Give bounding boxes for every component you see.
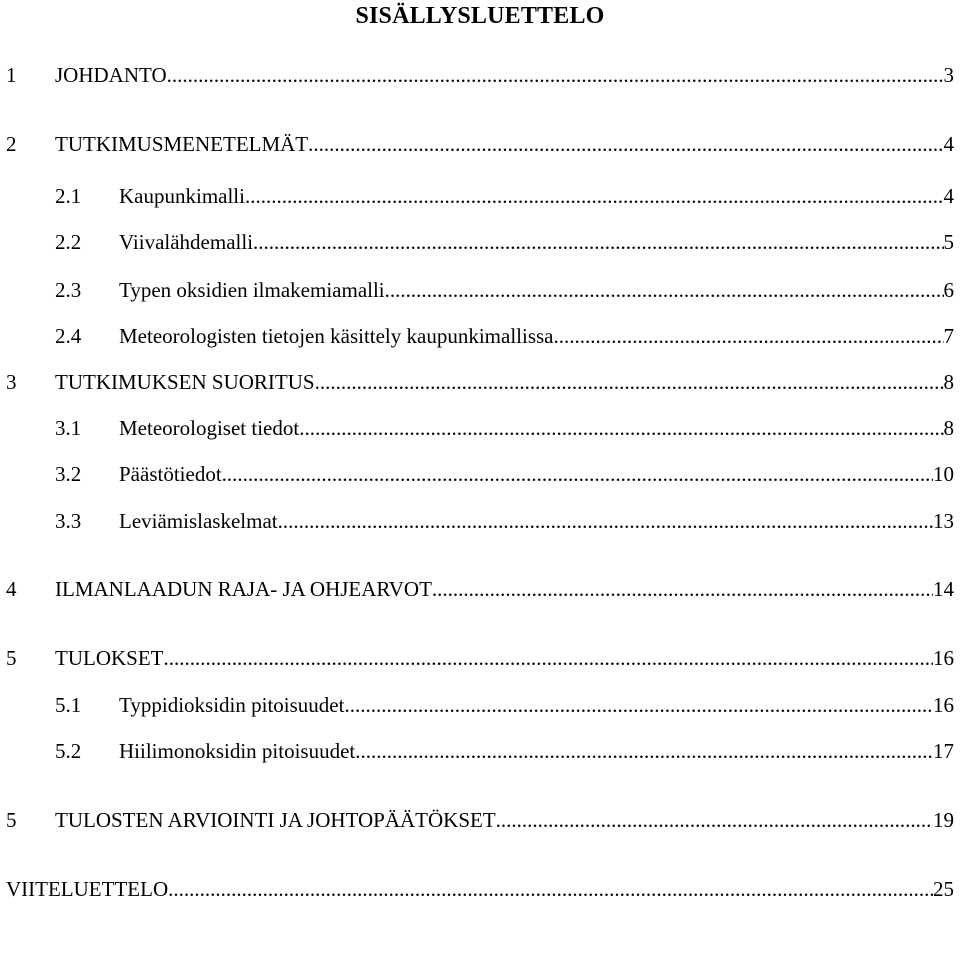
toc-entry-page: 4 [943,132,954,156]
toc-entry [0,413,960,443]
toc-entry-page: 7 [943,324,954,348]
toc-entry-number: 2.2 [55,230,82,254]
toc-entry-number: 2.1 [55,184,82,208]
dot-leader [245,181,944,211]
dot-leader [344,690,933,720]
toc-entry [0,227,960,257]
dot-leader [164,643,934,673]
toc-entry-page: 8 [943,370,954,394]
toc-entry-page: 17 [933,739,954,763]
toc-entry-page: 6 [943,278,954,302]
toc-entry-label: TULOSTEN ARVIOINTI JA JOHTOPÄÄTÖKSET [55,808,496,832]
toc-entry-page: 25 [933,877,954,901]
toc-entry-number: 2.3 [55,278,82,302]
toc-entry-label: TUTKIMUSMENETELMÄT [55,132,309,156]
toc-entry-label: Typen oksidien ilmakemiamalli [119,278,385,302]
toc-entry [0,275,960,305]
toc-entry-label: Meteorologisten tietojen käsittely kaupunkimallissa [119,324,554,348]
dot-leader [253,227,943,257]
toc-entry-label: Viivalähdemalli [119,230,254,254]
dot-leader [278,506,933,536]
toc-entry-number: 4 [6,577,17,601]
toc-entry-page: 16 [933,693,954,717]
toc-entry [0,506,960,536]
toc-entry-number: 3 [6,370,17,394]
dot-leader [222,459,933,489]
toc-entry-page: 14 [933,577,954,601]
dot-leader [308,129,943,159]
toc-entry-label: Leviämislaskelmat [119,509,278,533]
toc-entry-page: 8 [943,416,954,440]
toc-entry-page: 19 [933,808,954,832]
toc-entry-page: 16 [933,646,954,670]
toc-entry-label: TUTKIMUKSEN SUORITUS [55,370,315,394]
toc-entry-label: Meteorologiset tiedot [119,416,300,440]
toc-entry-number: 2.4 [55,324,82,348]
toc-entry [0,321,960,351]
dot-leader [168,874,933,904]
toc-entry [0,736,960,766]
toc-entry [0,129,960,159]
toc-entry [0,805,960,835]
toc-entry-number: 5.2 [55,739,82,763]
toc-entry-page: 5 [943,230,954,254]
dot-leader [496,805,933,835]
dot-leader [167,60,944,90]
toc-entry-number: 3.3 [55,509,82,533]
dot-leader [432,574,933,604]
dot-leader [554,321,944,351]
toc-entry [0,643,960,673]
dot-leader [385,275,944,305]
dot-leader [355,736,933,766]
toc-entry-label: Päästötiedot [119,462,222,486]
toc-entry-number: 5 [6,808,17,832]
toc-entry-label: TULOKSET [55,646,164,670]
toc-entry [0,574,960,604]
dot-leader [315,367,944,397]
toc-entry-page: 13 [933,509,954,533]
toc-entry-number: 5.1 [55,693,82,717]
toc-entry [0,874,960,904]
toc-entry-number: 3.2 [55,462,82,486]
toc-entry [0,690,960,720]
toc-entry-label: Typpidioksidin pitoisuudet [119,693,345,717]
toc-entry-label: Hiilimonoksidin pitoisuudet [119,739,356,763]
toc-entry-page: 3 [943,63,954,87]
toc-entry [0,60,960,90]
toc-entry [0,367,960,397]
toc-entry [0,459,960,489]
toc-title: SISÄLLYSLUETTELO [355,3,605,29]
toc-entry-label: Kaupunkimalli [119,184,245,208]
toc-entry-page: 4 [943,184,954,208]
toc-entry-label: ILMANLAADUN RAJA- JA OHJEARVOT [55,577,432,601]
toc-entry-number: 5 [6,646,17,670]
toc-entry-number: 1 [6,63,17,87]
toc-entry [0,181,960,211]
toc-entry-number: 2 [6,132,17,156]
toc-entry-label: VIITELUETTELO [6,877,169,901]
dot-leader [299,413,943,443]
toc-entry-number: 3.1 [55,416,82,440]
toc-entry-page: 10 [933,462,954,486]
toc-entry-label: JOHDANTO [55,63,167,87]
